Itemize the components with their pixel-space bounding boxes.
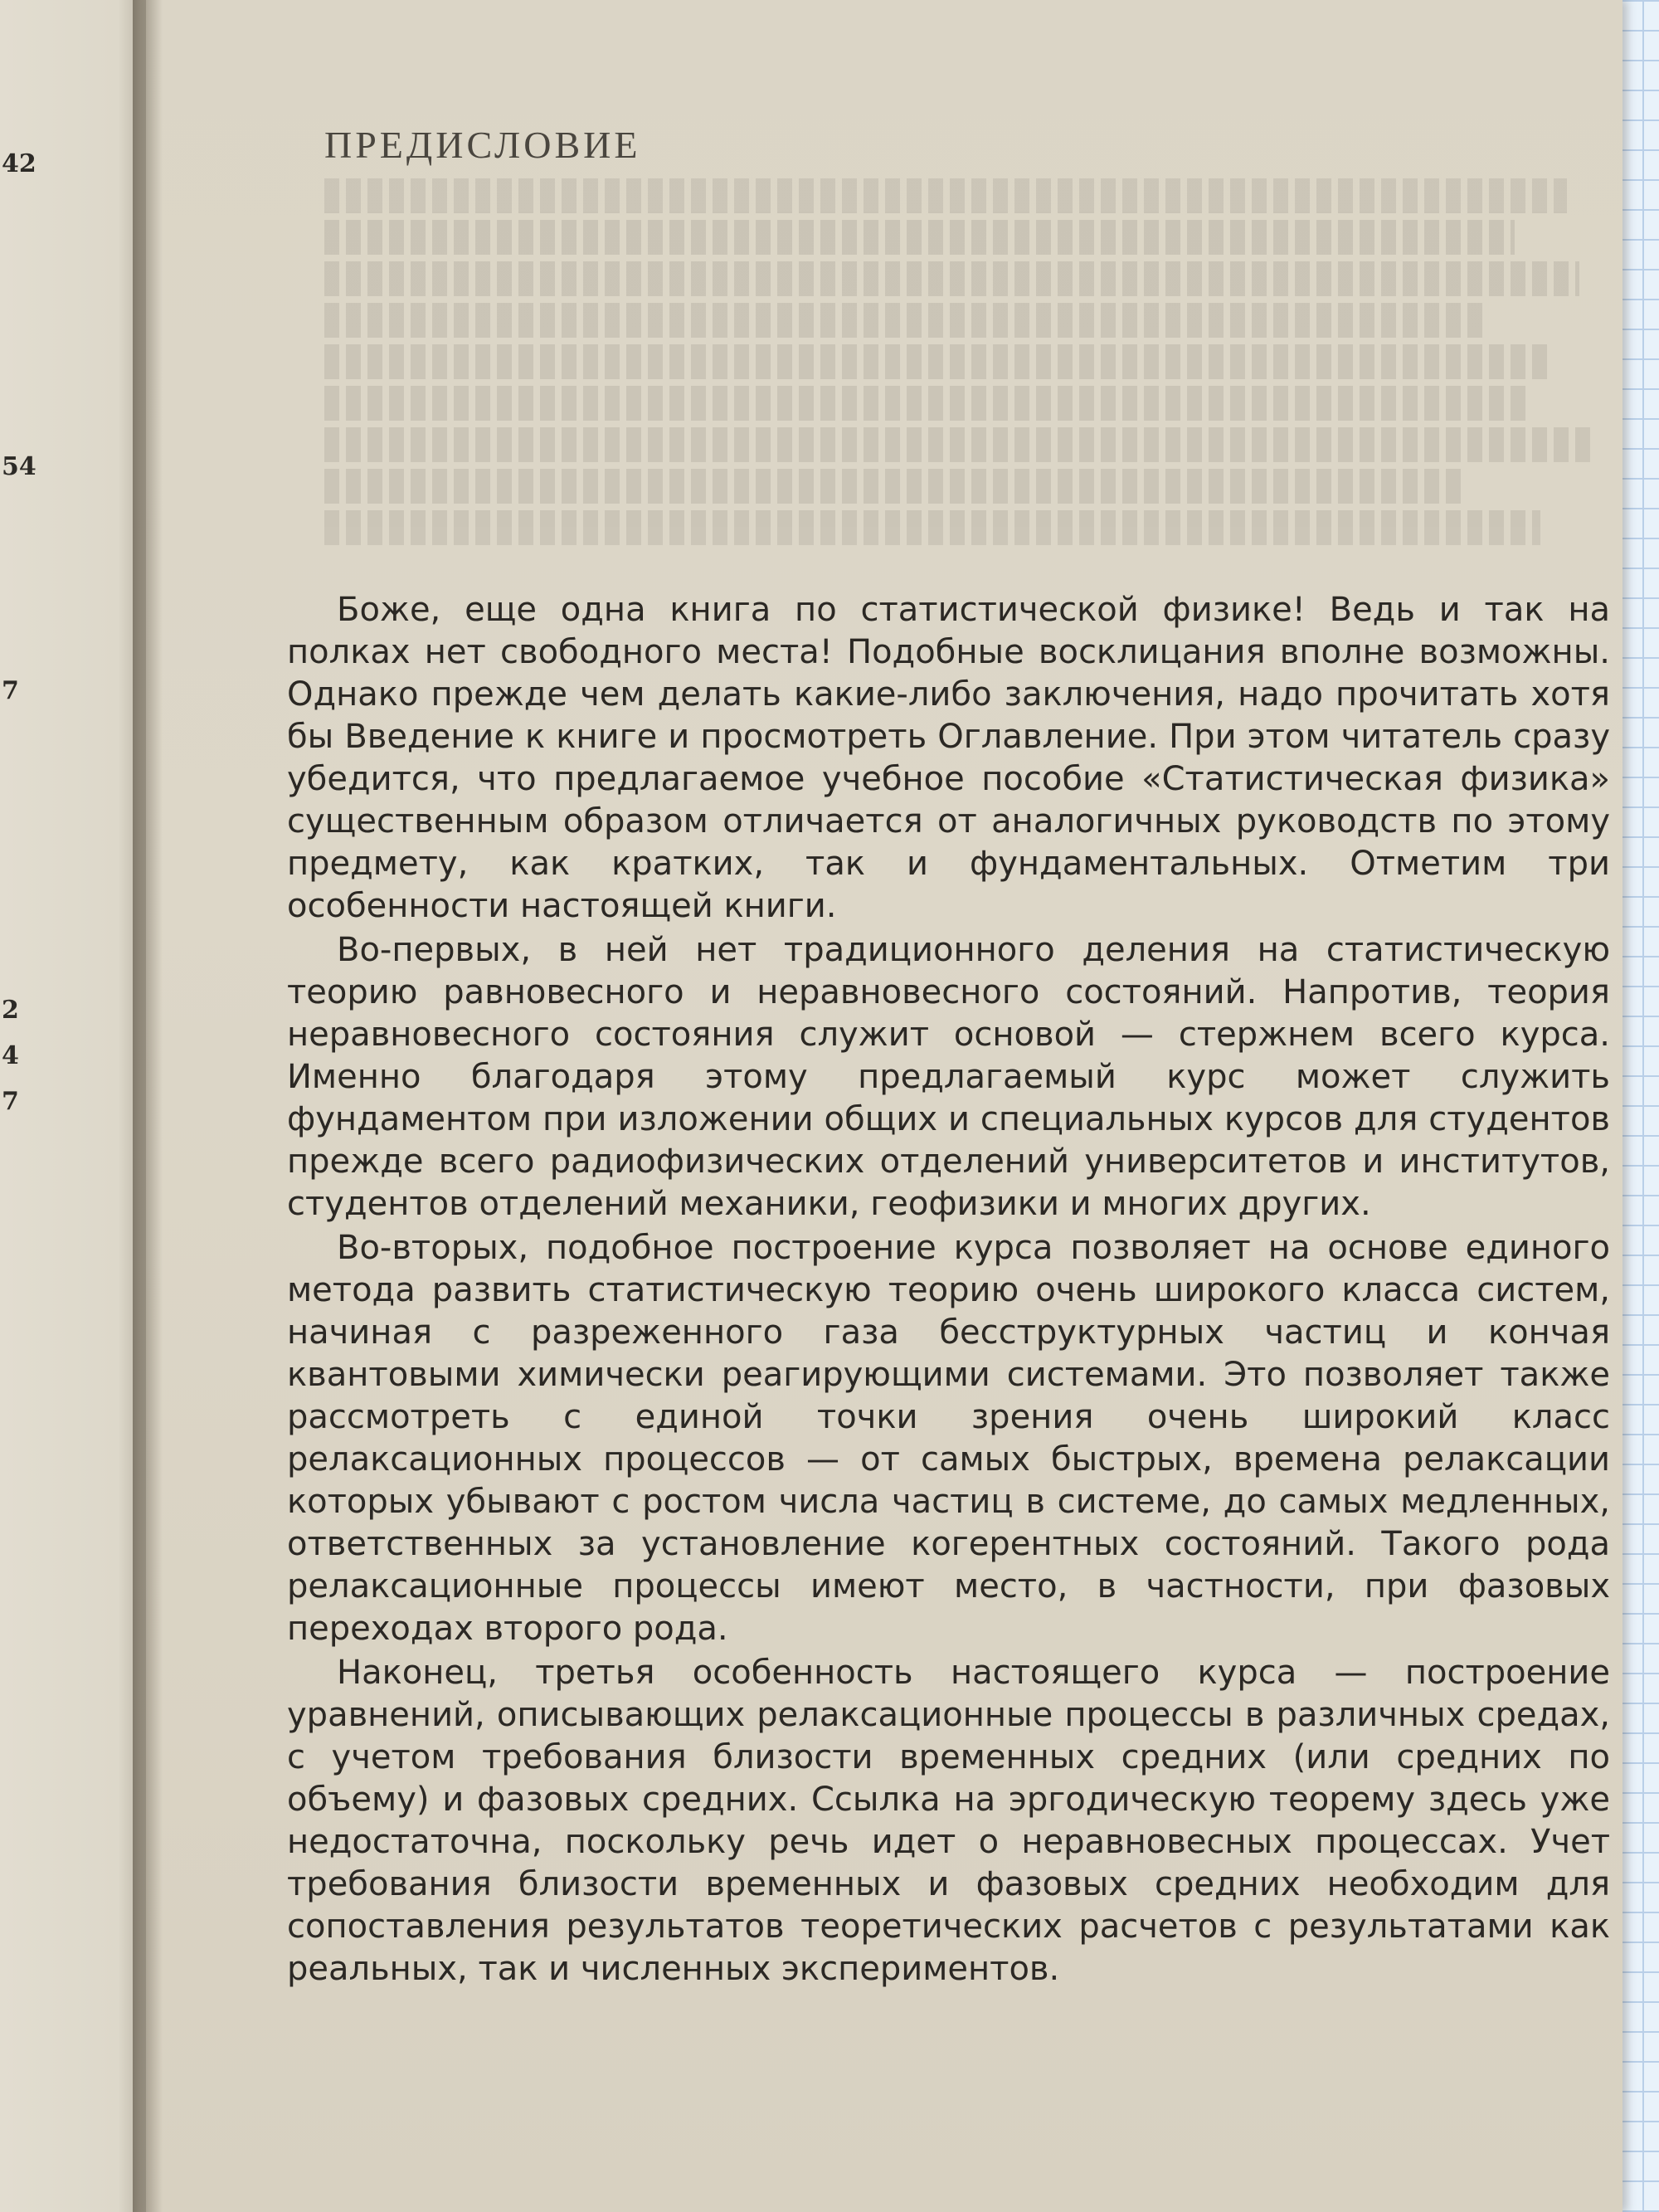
left-page-number: 54 — [2, 452, 36, 481]
left-page-edge — [0, 0, 148, 2212]
show-through-text — [324, 178, 1618, 552]
left-page-number: 7 — [2, 1087, 19, 1116]
section-heading: ПРЕДИСЛОВИЕ — [324, 124, 641, 166]
left-page-number: 7 — [2, 676, 19, 705]
paragraph: Наконец, третья особенность настоящего курса — построение уравнений, описывающих релаксационные процессы в различных средах, с учетом требования близости временных средних (или средних по объему) и фазовых средних. Ссылка на эргодическую теорему здесь уже недостаточна, поскольку речь идет о неравновесных процессах. Учет требования близости временных и фазовых средних необходим для сопоставления результатов теоретических расчетов с результатами как реальных, так и численных экспериментов. — [287, 1654, 1610, 1988]
preface-text — [287, 589, 1610, 1992]
book-page — [146, 0, 1623, 2212]
paragraph: Боже, еще одна книга по статистической физике! Ведь и так на полках нет свободного места! Подобные восклицания вполне возможны. Однако прежде чем делать какие-либо заключения, надо прочитать хотя бы Введение к книге и просмотреть Оглавление. При этом читатель сразу убедится, что предлагаемое учебное пособие «Статистическая физика» существенным образом отличается от аналогичных руководств по этому предмету, как кратких, так и фундаментальных. Отметим три особенности настоящей книги. — [287, 591, 1610, 925]
left-page-number: 4 — [2, 1041, 19, 1070]
left-page-number: 2 — [2, 996, 19, 1025]
paragraph: Во-первых, в ней нет традиционного деления на статистическую теорию равновесного и неравновесного состояний. Напротив, теория неравновесного состояния служит основой — стержнем всего курса. Именно благодаря этому предлагаемый курс может служить фундаментом при изложении общих и специальных курсов для студентов прежде всего радиофизических отделений университетов и институтов, студентов отделений механики, геофизики и многих других. — [287, 931, 1610, 1223]
paragraph: Во-вторых, подобное построение курса позволяет на основе единого метода развить статистическую теорию очень широкого класса систем, начиная с разреженного газа бесструктурных частиц и кончая квантовыми химически реагирующими системами. Это позволяет также рассмотреть с единой точки зрения очень широкий класс релаксационных процессов — от самых быстрых, времена релаксации которых убывают с ростом числа частиц в системе, до самых медленных, ответственных за установление когерентных состояний. Такого рода релаксационные процессы имеют место, в частности, при фазовых переходах второго рода. — [287, 1229, 1610, 1648]
left-page-number: 42 — [2, 149, 36, 178]
gutter-shadow — [133, 0, 163, 2212]
